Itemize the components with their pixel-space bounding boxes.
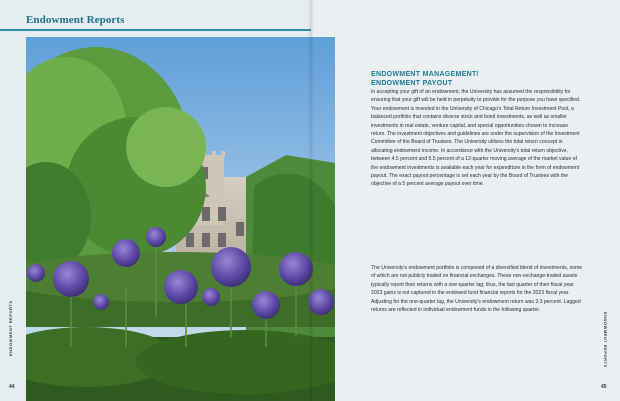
left-page-number: 44 [9, 384, 15, 390]
left-side-label: ENDOWMENT REPORTS [8, 300, 13, 356]
article-title-line2: ENDOWMENT PAYOUT [371, 79, 453, 87]
header-rule [0, 29, 311, 31]
article-title [371, 71, 581, 88]
campus-garden-photo [26, 37, 335, 401]
section-title: Endowment Reports [26, 14, 125, 26]
article-title-line1: ENDOWMENT MANAGEMENT/ [371, 71, 479, 78]
article-paragraph-2: The University's endowment portfolio is composed of a diversified blend of investments, some of which are not publicly traded on financial exchanges. These non-exchange-traded assets typically report their returns with a one-quarter lag; thus, the last quarter of their fiscal year 2023 gains is not captured in the endowed fund financial reports for the 2023 fiscal year. Adjusting for the one-quarter lag, the University's endowment return was 3.3 percent. Lagged returns are reflected in individual endowment funds in the following quarter. [371, 265, 583, 314]
page-gutter [308, 0, 314, 401]
right-page [311, 0, 620, 401]
right-page-number: 45 [601, 384, 607, 390]
article-paragraph-1: In accepting your gift of an endowment, the University has assumed the responsibility for ensuring that your gift will be held in perpetuity to provide for the purpose you have specified. Your endowment is invested in the University of Chicago's Total Return Investment Pool, a balanced portfolio that contains diverse stock and bond investments, as well as smaller investments in real estate, venture capital, and special opportunities chosen to increase return. The investment objectives and guidelines are under the supervision of the Investment Committee of the Board of Trustees. The University utilizes the total return concept in allocating endowment income. In accordance with the University's total return objective, between 4.5 percent and 5.5 percent of a 12-quarter moving average of the market value of the endowment investments is available each year for expenditure in the form of endowment payout. The exact payout percentage is set each year by the Board of Trustees with the objective of a 5 percent average payout over time. [371, 89, 581, 188]
right-side-label: ENDOWMENT REPORTS [603, 312, 608, 368]
